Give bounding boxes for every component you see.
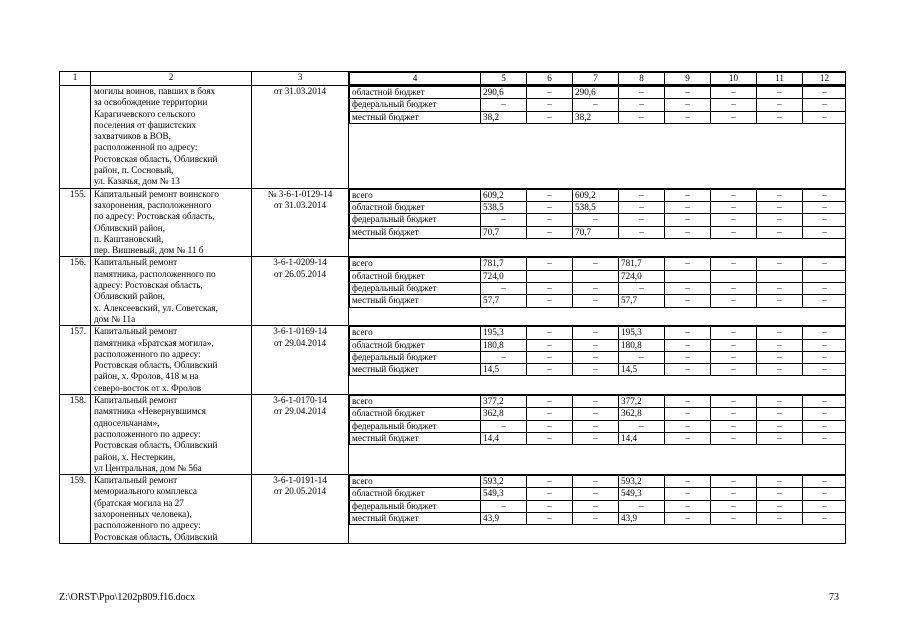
amount-cell: –: [803, 99, 846, 111]
amount-cell: 195,3: [481, 327, 527, 339]
amount-cell: –: [527, 396, 573, 408]
header-cell-7: 7: [573, 73, 619, 85]
funding-breakdown: [349, 326, 846, 395]
amount-cell: –: [757, 476, 803, 488]
amount-cell: 14,5: [481, 364, 527, 376]
amount-cell: –: [757, 339, 803, 351]
amount-cell: –: [573, 283, 619, 295]
amount-cell: –: [757, 87, 803, 99]
amount-cell: –: [573, 99, 619, 111]
table-row: [60, 395, 846, 475]
funding-line: [350, 283, 846, 295]
amount-cell: –: [711, 351, 757, 363]
row-number: 158.: [60, 395, 91, 475]
amount-cell: –: [711, 488, 757, 500]
amount-cell: –: [573, 432, 619, 444]
amount-cell: –: [803, 364, 846, 376]
amount-cell: –: [527, 111, 573, 123]
amount-cell: –: [527, 364, 573, 376]
amount-cell: 538,5: [481, 201, 527, 213]
header-row: [60, 72, 846, 86]
funding-breakdown: [349, 257, 846, 326]
amount-cell: –: [665, 488, 711, 500]
header-cell-6: 6: [527, 73, 573, 85]
funding-breakdown: [349, 188, 846, 257]
funding-source: всего: [350, 327, 481, 339]
amount-cell: –: [757, 201, 803, 213]
header-cell-12: 12: [803, 73, 846, 85]
amount-cell: –: [665, 351, 711, 363]
amount-cell: –: [803, 327, 846, 339]
row-number: 157.: [60, 326, 91, 395]
amount-cell: 70,7: [573, 226, 619, 238]
funding-source: местный бюджет: [350, 364, 481, 376]
amount-cell: –: [619, 201, 665, 213]
amount-cell: 43,9: [619, 512, 665, 524]
amount-cell: –: [527, 476, 573, 488]
amount-cell: –: [803, 295, 846, 307]
header-cell-4: 4: [350, 73, 481, 85]
amount-cell: –: [665, 476, 711, 488]
amount-cell: –: [711, 327, 757, 339]
amount-cell: –: [711, 500, 757, 512]
funding-line: [350, 226, 846, 238]
funding-source: областной бюджет: [350, 201, 481, 213]
funding-breakdown: [349, 395, 846, 475]
amount-cell: –: [711, 512, 757, 524]
amount-cell: 57,7: [619, 295, 665, 307]
object-description: Капитальный ремонт памятника, расположенного по адресу: Ростовская область, Обливский район, х. Алексеевский, ул. Советская, дом № 11а: [91, 257, 252, 326]
amount-cell: –: [665, 420, 711, 432]
funding-source: местный бюджет: [350, 512, 481, 524]
amount-cell: 609,2: [573, 189, 619, 201]
amount-cell: –: [803, 500, 846, 512]
header-cell-3: 3: [252, 72, 349, 86]
amount-cell: –: [803, 476, 846, 488]
amount-cell: 38,2: [481, 111, 527, 123]
amount-cell: –: [757, 500, 803, 512]
amount-cell: –: [665, 87, 711, 99]
amount-cell: –: [573, 476, 619, 488]
amount-cell: –: [711, 396, 757, 408]
funding-line: [350, 500, 846, 512]
amount-cell: –: [665, 258, 711, 270]
funding-line: [350, 408, 846, 420]
amount-cell: –: [527, 99, 573, 111]
header-cell-9: 9: [665, 73, 711, 85]
funding-source: всего: [350, 476, 481, 488]
funding-source: областной бюджет: [350, 408, 481, 420]
funding-source: федеральный бюджет: [350, 214, 481, 226]
amount-cell: –: [481, 283, 527, 295]
amount-cell: 57,7: [481, 295, 527, 307]
amount-cell: –: [573, 512, 619, 524]
amount-cell: –: [573, 420, 619, 432]
amount-cell: 43,9: [481, 512, 527, 524]
amount-cell: –: [803, 420, 846, 432]
header-cell-8: 8: [619, 73, 665, 85]
amount-cell: –: [527, 189, 573, 201]
amount-cell: 14,5: [619, 364, 665, 376]
object-description: Капитальный ремонт памятника «Братская могила», расположенного по адресу: Ростовская область, Обливский район, х. Фролов, 418 м на северо-восток от х. Фролов: [91, 326, 252, 395]
funding-source: местный бюджет: [350, 295, 481, 307]
header-cell-10: 10: [711, 73, 757, 85]
amount-cell: –: [711, 432, 757, 444]
amount-cell: –: [527, 420, 573, 432]
amount-cell: [665, 270, 711, 282]
amount-cell: 195,3: [619, 327, 665, 339]
funding-source: всего: [350, 189, 481, 201]
amount-cell: –: [711, 201, 757, 213]
amount-cell: 70,7: [481, 226, 527, 238]
amount-cell: –: [527, 512, 573, 524]
amount-cell: –: [665, 396, 711, 408]
amount-cell: –: [665, 327, 711, 339]
amount-cell: –: [619, 420, 665, 432]
amount-cell: –: [527, 432, 573, 444]
amount-cell: –: [803, 488, 846, 500]
amount-cell: –: [757, 99, 803, 111]
amount-cell: –: [573, 408, 619, 420]
amount-cell: 14,4: [481, 432, 527, 444]
amount-cell: –: [757, 488, 803, 500]
amount-cell: –: [803, 189, 846, 201]
funding-source: всего: [350, 258, 481, 270]
amount-cell: –: [711, 189, 757, 201]
header-nested: [349, 72, 846, 85]
amount-cell: –: [527, 408, 573, 420]
funding-table: [349, 395, 846, 445]
amount-cell: 377,2: [619, 396, 665, 408]
amount-cell: –: [527, 283, 573, 295]
amount-cell: 38,2: [573, 111, 619, 123]
funding-source: федеральный бюджет: [350, 283, 481, 295]
amount-cell: –: [803, 283, 846, 295]
amount-cell: –: [527, 351, 573, 363]
amount-cell: 781,7: [619, 258, 665, 270]
object-description: Капитальный ремонт памятника «Невернувшимся односельчанам», расположенного по адресу: Ростовская область, Обливский район, х. Нестеркин, ул Центральная, дом № 56а: [91, 395, 252, 475]
amount-cell: [803, 270, 846, 282]
amount-cell: –: [757, 189, 803, 201]
amount-cell: –: [711, 226, 757, 238]
amount-cell: –: [527, 214, 573, 226]
table-row: [60, 257, 846, 326]
amount-cell: –: [757, 327, 803, 339]
amount-cell: 538,5: [573, 201, 619, 213]
amount-cell: 549,3: [481, 488, 527, 500]
header-cell-1: 1: [60, 72, 91, 86]
amount-cell: –: [803, 214, 846, 226]
amount-cell: –: [573, 327, 619, 339]
funding-line: [350, 99, 846, 111]
funding-line: [350, 189, 846, 201]
table-body: [60, 72, 846, 544]
funding-source: областной бюджет: [350, 87, 481, 99]
amount-cell: 781,7: [481, 258, 527, 270]
amount-cell: 724,0: [619, 270, 665, 282]
object-description: Капитальный ремонт мемориального комплекса (братская могила на 27 захороненных человека), расположенного по адресу: Ростовская область, Обливский: [91, 475, 252, 544]
header-cell-2: 2: [91, 72, 252, 86]
funding-source: федеральный бюджет: [350, 500, 481, 512]
amount-cell: –: [481, 351, 527, 363]
amount-cell: –: [711, 99, 757, 111]
amount-cell: –: [711, 420, 757, 432]
document-reference: 3-6-1-0169-14 от 29.04.2014: [252, 326, 349, 395]
amount-cell: –: [619, 87, 665, 99]
amount-cell: –: [665, 339, 711, 351]
amount-cell: –: [757, 111, 803, 123]
amount-cell: –: [573, 500, 619, 512]
amount-cell: –: [803, 111, 846, 123]
amount-cell: –: [711, 339, 757, 351]
amount-cell: –: [757, 420, 803, 432]
funding-line: [350, 351, 846, 363]
amount-cell: –: [803, 258, 846, 270]
amount-cell: –: [711, 258, 757, 270]
amount-cell: –: [665, 226, 711, 238]
funding-line: [350, 111, 846, 123]
amount-cell: –: [757, 283, 803, 295]
amount-cell: –: [619, 111, 665, 123]
amount-cell: –: [665, 500, 711, 512]
amount-cell: –: [665, 432, 711, 444]
row-number: 159.: [60, 475, 91, 544]
funding-line: [350, 201, 846, 213]
amount-cell: –: [481, 99, 527, 111]
funding-table: [349, 326, 846, 376]
funding-source: местный бюджет: [350, 226, 481, 238]
funding-source: федеральный бюджет: [350, 420, 481, 432]
amount-cell: –: [711, 295, 757, 307]
header-cell-11: 11: [757, 73, 803, 85]
funding-line: [350, 339, 846, 351]
amount-cell: 290,6: [573, 87, 619, 99]
amount-cell: –: [527, 500, 573, 512]
row-number: [60, 86, 91, 189]
amount-cell: –: [481, 500, 527, 512]
amount-cell: –: [527, 327, 573, 339]
amount-cell: –: [527, 226, 573, 238]
row-number: 155.: [60, 188, 91, 257]
amount-cell: 724,0: [481, 270, 527, 282]
amount-cell: –: [711, 87, 757, 99]
amount-cell: 362,8: [619, 408, 665, 420]
funding-line: [350, 432, 846, 444]
table-row: [60, 188, 846, 257]
amount-cell: –: [711, 408, 757, 420]
amount-cell: –: [619, 99, 665, 111]
amount-cell: –: [711, 364, 757, 376]
amount-cell: –: [619, 500, 665, 512]
amount-cell: –: [619, 283, 665, 295]
amount-cell: 180,8: [619, 339, 665, 351]
amount-cell: –: [803, 201, 846, 213]
amount-cell: –: [711, 214, 757, 226]
amount-cell: –: [757, 432, 803, 444]
funding-line: [350, 258, 846, 270]
document-reference: 3-6-1-0191-14 от 20.05.2014: [252, 475, 349, 544]
funding-line: [350, 364, 846, 376]
amount-cell: –: [803, 351, 846, 363]
amount-cell: –: [757, 364, 803, 376]
amount-cell: –: [665, 214, 711, 226]
header-cell-5: 5: [481, 73, 527, 85]
amount-cell: –: [757, 351, 803, 363]
amount-cell: –: [757, 295, 803, 307]
amount-cell: 180,8: [481, 339, 527, 351]
amount-cell: –: [619, 214, 665, 226]
amount-cell: 377,2: [481, 396, 527, 408]
amount-cell: –: [803, 87, 846, 99]
table-row: [60, 326, 846, 395]
funding-source: федеральный бюджет: [350, 99, 481, 111]
amount-cell: –: [757, 408, 803, 420]
amount-cell: –: [481, 214, 527, 226]
funding-source: местный бюджет: [350, 432, 481, 444]
amount-cell: [757, 270, 803, 282]
amount-cell: –: [527, 339, 573, 351]
amount-cell: –: [573, 351, 619, 363]
amount-cell: [527, 270, 573, 282]
funding-line: [350, 295, 846, 307]
funding-line: [350, 327, 846, 339]
amount-cell: –: [803, 512, 846, 524]
amount-cell: –: [803, 226, 846, 238]
amount-cell: –: [573, 258, 619, 270]
amount-cell: –: [711, 476, 757, 488]
funding-source: местный бюджет: [350, 111, 481, 123]
funding-line: [350, 396, 846, 408]
footer-file-path: Z:\ORST\Ppo\1202p809.f16.docx: [59, 592, 196, 603]
amount-cell: [573, 270, 619, 282]
amount-cell: [711, 270, 757, 282]
amount-cell: –: [573, 364, 619, 376]
amount-cell: 14,4: [619, 432, 665, 444]
amount-cell: –: [573, 214, 619, 226]
amount-cell: 290,6: [481, 87, 527, 99]
amount-cell: 593,2: [481, 476, 527, 488]
amount-cell: –: [757, 226, 803, 238]
funding-breakdown: [349, 475, 846, 544]
amount-cell: 362,8: [481, 408, 527, 420]
funding-line: [350, 87, 846, 99]
amount-cell: –: [757, 214, 803, 226]
funding-line: [350, 270, 846, 282]
funding-source: всего: [350, 396, 481, 408]
object-description: могилы воинов, павших в боях за освобождение территории Карагичевского сельского поселения от фашистских захватчиков в ВОВ, расположенной по адресу: Ростовская область, Обливский район, п. Сосновый, ул. Казачья, дом № 13: [91, 86, 252, 189]
table-row: [60, 475, 846, 544]
funding-table: [349, 475, 846, 525]
funding-table: [349, 189, 846, 239]
funding-table: [349, 257, 846, 307]
amount-cell: –: [757, 396, 803, 408]
amount-cell: –: [665, 111, 711, 123]
document-reference: 3-6-1-0170-14 от 29.04.2014: [252, 395, 349, 475]
row-number: 156.: [60, 257, 91, 326]
document-reference: от 31.03.2014: [252, 86, 349, 189]
funding-line: [350, 512, 846, 524]
budget-table: [59, 71, 846, 544]
amount-cell: 593,2: [619, 476, 665, 488]
amount-cell: –: [665, 189, 711, 201]
funding-breakdown: [349, 86, 846, 189]
amount-cell: –: [527, 488, 573, 500]
amount-cell: –: [665, 295, 711, 307]
amount-cell: –: [665, 512, 711, 524]
amount-cell: –: [803, 396, 846, 408]
amount-cell: –: [573, 396, 619, 408]
footer-page-number: 73: [829, 592, 839, 603]
amount-cell: –: [803, 432, 846, 444]
amount-cell: –: [619, 351, 665, 363]
amount-cell: –: [573, 488, 619, 500]
funding-table: [349, 86, 846, 124]
amount-cell: –: [665, 283, 711, 295]
document-reference: № 3-6-1-0129-14 от 31.03.2014: [252, 188, 349, 257]
amount-cell: –: [665, 99, 711, 111]
amount-cell: –: [757, 258, 803, 270]
amount-cell: –: [665, 364, 711, 376]
amount-cell: –: [527, 201, 573, 213]
amount-cell: –: [665, 408, 711, 420]
table-row: [60, 86, 846, 189]
funding-source: областной бюджет: [350, 488, 481, 500]
amount-cell: –: [711, 111, 757, 123]
funding-source: областной бюджет: [350, 270, 481, 282]
amount-cell: –: [527, 87, 573, 99]
funding-line: [350, 476, 846, 488]
amount-cell: –: [619, 189, 665, 201]
document-reference: 3-6-1-0209-14 от 26.05.2014: [252, 257, 349, 326]
amount-cell: –: [757, 512, 803, 524]
funding-source: федеральный бюджет: [350, 351, 481, 363]
amount-cell: –: [711, 283, 757, 295]
amount-cell: –: [573, 295, 619, 307]
amount-cell: –: [527, 258, 573, 270]
object-description: Капитальный ремонт воинского захоронения, расположенного по адресу: Ростовская область, Обливский район, п. Каштановский, пер. Вишневый, дом № 11 б: [91, 188, 252, 257]
funding-line: [350, 214, 846, 226]
amount-cell: –: [619, 226, 665, 238]
amount-cell: –: [803, 339, 846, 351]
amount-cell: –: [665, 201, 711, 213]
amount-cell: 549,3: [619, 488, 665, 500]
amount-cell: –: [481, 420, 527, 432]
funding-line: [350, 488, 846, 500]
amount-cell: –: [573, 339, 619, 351]
header-cell-group: [349, 72, 846, 86]
amount-cell: –: [803, 408, 846, 420]
funding-source: областной бюджет: [350, 339, 481, 351]
amount-cell: –: [527, 295, 573, 307]
amount-cell: 609,2: [481, 189, 527, 201]
funding-line: [350, 420, 846, 432]
